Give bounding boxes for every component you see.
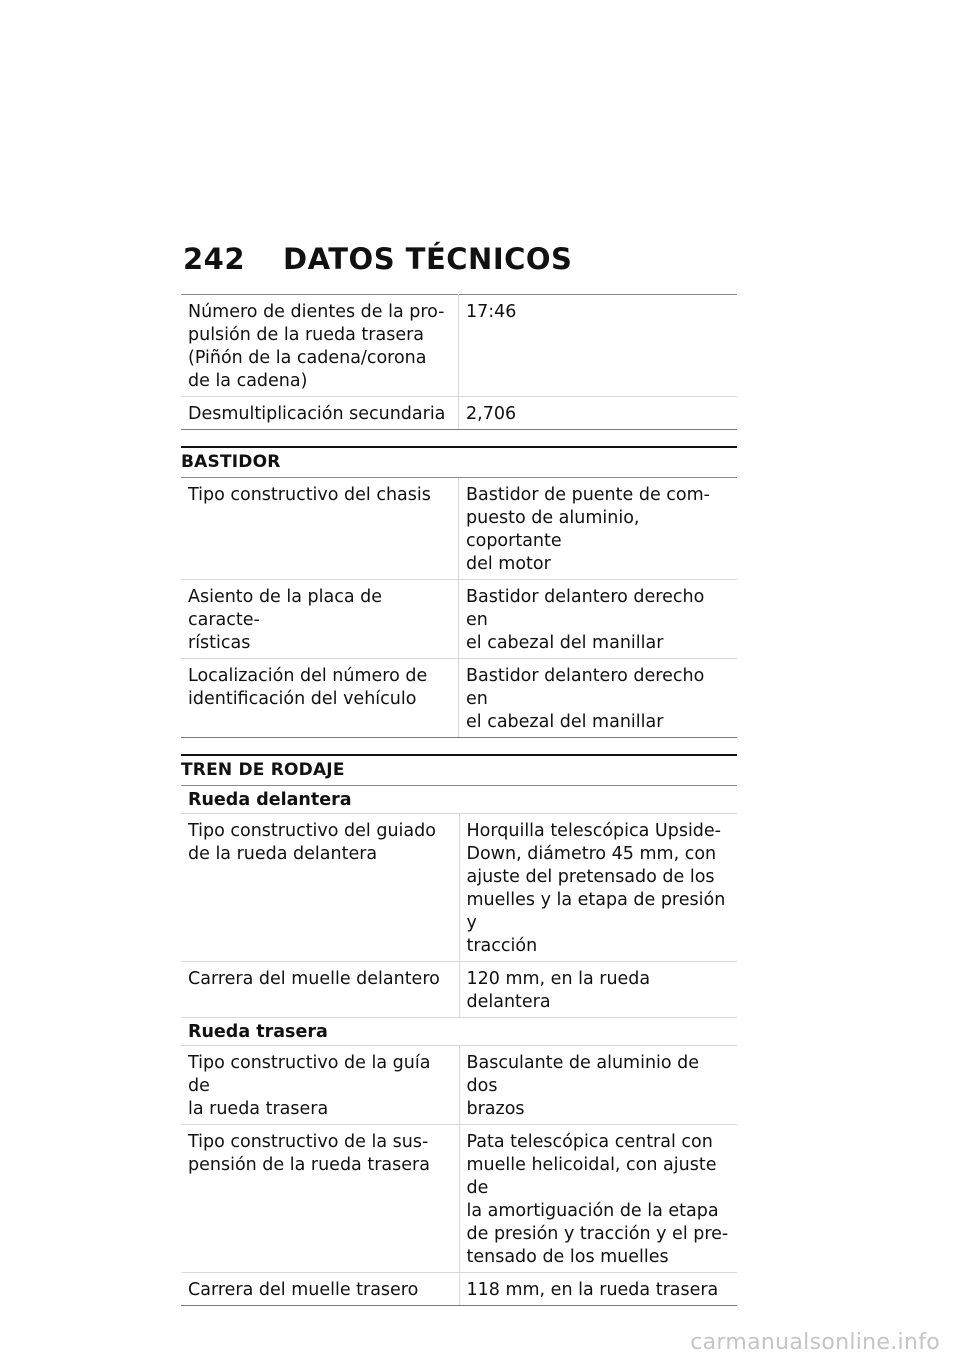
table-row	[181, 962, 737, 1018]
spec-label: Desmultiplicación secundaria	[181, 397, 459, 430]
spec-value: Horquilla telescópica Upside- Down, diámetro 45 mm, con ajuste del pretensado de los muelles y la etapa de presión y tracción	[459, 814, 737, 962]
page-header	[183, 240, 743, 280]
spec-value: Basculante de aluminio de dos brazos	[459, 1046, 737, 1125]
section-title-bastidor: BASTIDOR	[181, 446, 737, 478]
bastidor-spec-table	[181, 478, 737, 738]
spec-value: Pata telescópica central con muelle helicoidal, con ajuste de la amortiguación de la etapa de presión y tracción y el pre- tensado de los muelles	[459, 1125, 737, 1273]
spec-value: 2,706	[459, 397, 738, 430]
spec-label: Tipo constructivo del guiado de la rueda delantera	[181, 814, 459, 962]
spec-label: Tipo constructivo del chasis	[181, 478, 459, 580]
spec-value: Bastidor delantero derecho en el cabezal del manillar	[459, 659, 738, 738]
table-row	[181, 1125, 737, 1273]
spec-label: Carrera del muelle delantero	[181, 962, 459, 1018]
page-number: 242	[183, 242, 246, 276]
spec-value: Bastidor de puente de com- puesto de aluminio, coportante del motor	[459, 478, 738, 580]
page-title: DATOS TÉCNICOS	[283, 242, 573, 276]
drive-spec-table	[181, 294, 737, 430]
spec-value: 118 mm, en la rueda trasera	[459, 1273, 737, 1306]
table-row	[181, 814, 737, 962]
subheading-rear-wheel: Rueda trasera	[181, 1018, 737, 1046]
watermark: carmanualsonline.info	[690, 1330, 940, 1355]
table-row	[181, 580, 737, 659]
table-row	[181, 397, 737, 430]
section-title-tren: TREN DE RODAJE	[181, 754, 737, 786]
spec-label: Localización del número de identificación del vehículo	[181, 659, 459, 738]
subheading-row	[181, 1018, 737, 1046]
spec-label: Tipo constructivo de la guía de la rueda trasera	[181, 1046, 459, 1125]
subheading-front-wheel: Rueda delantera	[181, 786, 737, 814]
table-row	[181, 295, 737, 397]
table-row	[181, 659, 737, 738]
table-row	[181, 478, 737, 580]
spec-value: 120 mm, en la rueda delantera	[459, 962, 737, 1018]
spec-value: Bastidor delantero derecho en el cabezal del manillar	[459, 580, 738, 659]
subheading-row	[181, 786, 737, 814]
spec-label: Tipo constructivo de la sus- pensión de la rueda trasera	[181, 1125, 459, 1273]
table-row	[181, 1273, 737, 1306]
spec-label: Asiento de la placa de caracte- rísticas	[181, 580, 459, 659]
spec-label: Carrera del muelle trasero	[181, 1273, 459, 1306]
spec-label: Número de dientes de la pro- pulsión de la rueda trasera (Piñón de la cadena/corona de la cadena)	[181, 295, 459, 397]
content	[181, 294, 737, 1306]
table-row	[181, 1046, 737, 1125]
tren-spec-table	[181, 786, 737, 1306]
spec-value: 17:46	[459, 295, 738, 397]
